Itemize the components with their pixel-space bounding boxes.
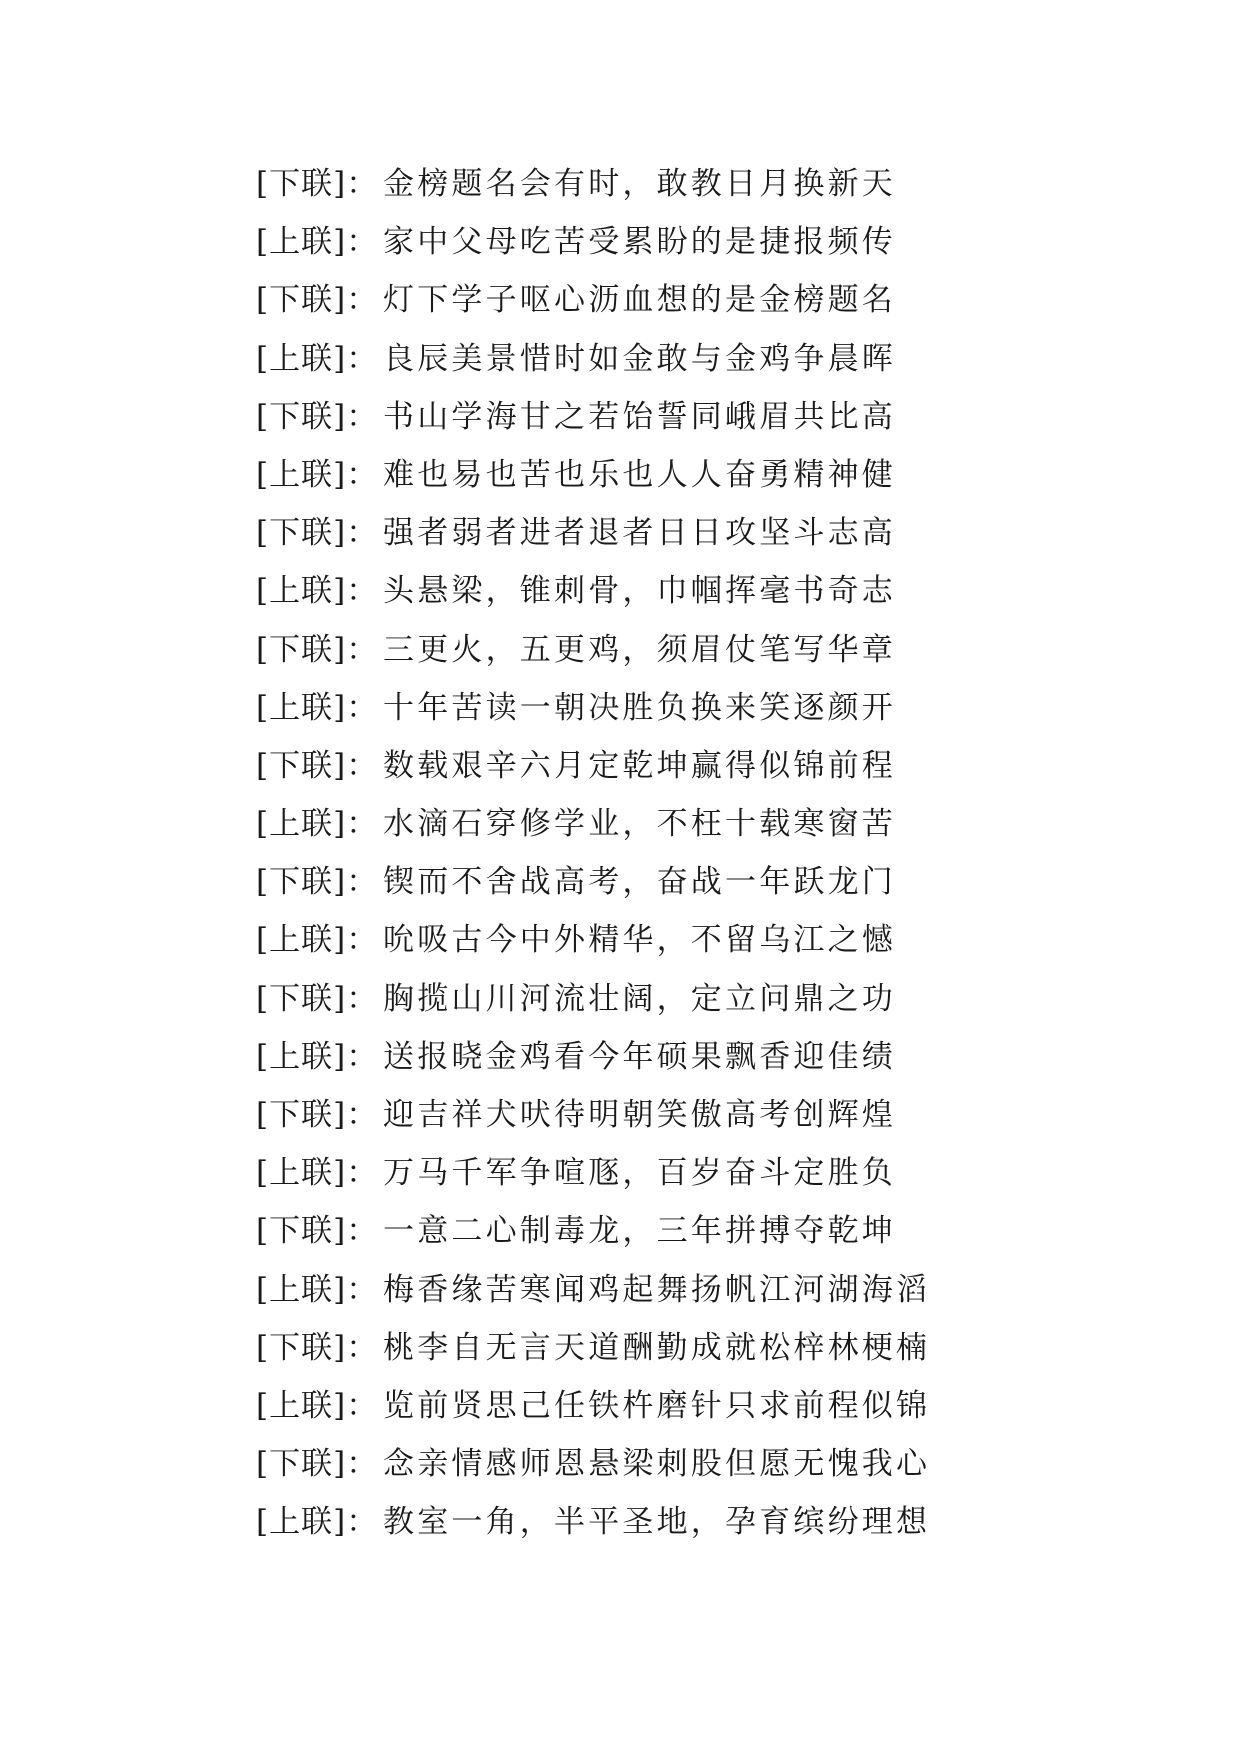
couplet-tag: [上联]： [256, 1387, 379, 1424]
couplet-tag: [上联]： [256, 573, 379, 610]
couplet-text: 家中父母吃苦受累盼的是捷报频传 [383, 224, 896, 261]
couplet-text: 锲而不舍战高考，奋战一年跃龙门 [383, 864, 896, 901]
couplet-tag: [上联]： [256, 1038, 379, 1075]
couplet-tag: [下联]： [256, 166, 379, 202]
couplet-line [256, 446, 1196, 504]
couplet-tag: [下联]： [256, 864, 379, 901]
couplet-text: 念亲情感师恩悬梁刺股但愿无愧我心 [383, 1446, 931, 1483]
couplet-text: 教室一角，半平圣地，孕育缤纷理想 [383, 1504, 931, 1541]
couplet-tag: [上联]： [256, 1504, 379, 1541]
couplet-text: 三更火，五更鸡，须眉仗笔写华章 [383, 631, 896, 668]
couplet-tag: [上联]： [256, 340, 379, 377]
couplet-tag: [上联]： [256, 922, 379, 959]
couplet-text: 难也易也苦也乐也人人奋勇精神健 [383, 456, 896, 493]
couplet-text: 胸揽山川河流壮阔，定立问鼎之功 [383, 980, 896, 1017]
couplet-line [256, 504, 1196, 562]
couplet-tag: [下联]： [256, 515, 379, 552]
couplet-line [256, 1086, 1196, 1144]
couplet-tag: [下联]： [256, 1446, 379, 1483]
couplet-text: 良辰美景惜时如金敢与金鸡争晨晖 [383, 340, 896, 377]
couplet-tag: [下联]： [256, 631, 379, 668]
couplet-text: 万马千军争喧豗，百岁奋斗定胜负 [383, 1155, 896, 1192]
couplet-line [256, 388, 1196, 446]
couplet-tag: [下联]： [256, 282, 379, 319]
couplet-text: 一意二心制毒龙，三年拼搏夺乾坤 [383, 1213, 896, 1250]
couplet-tag: [下联]： [256, 1213, 379, 1250]
couplet-line [256, 1319, 1196, 1377]
couplet-line [256, 970, 1196, 1028]
couplet-line [256, 911, 1196, 969]
couplet-text: 吮吸古今中外精华，不留乌江之憾 [383, 922, 896, 959]
couplet-line [256, 1261, 1196, 1319]
couplet-tag: [上联]： [256, 1155, 379, 1192]
couplet-line [256, 1377, 1196, 1435]
couplet-tag: [下联]： [256, 1329, 379, 1366]
couplet-line [256, 795, 1196, 853]
couplet-line [256, 1435, 1196, 1493]
couplet-line [256, 562, 1196, 620]
couplet-text: 头悬梁，锥刺骨，巾帼挥毫书奇志 [383, 573, 896, 610]
couplet-tag: [上联]： [256, 456, 379, 493]
couplet-tag: [下联]： [256, 980, 379, 1017]
couplet-text: 送报晓金鸡看今年硕果飘香迎佳绩 [383, 1038, 896, 1075]
couplet-text: 水滴石穿修学业，不枉十载寒窗苦 [383, 806, 896, 843]
couplet-line [256, 271, 1196, 329]
couplet-line [256, 621, 1196, 679]
couplet-line [256, 1202, 1196, 1260]
couplet-text: 书山学海甘之若饴誓同峨眉共比高 [383, 398, 896, 435]
couplet-tag: [上联]： [256, 689, 379, 726]
couplet-line [256, 679, 1196, 737]
couplet-text: 览前贤思己任铁杵磨针只求前程似锦 [383, 1387, 931, 1424]
couplet-line [256, 1144, 1196, 1202]
couplet-line [256, 155, 1196, 213]
couplet-line [256, 330, 1196, 388]
couplet-line [256, 737, 1196, 795]
couplet-tag: [下联]： [256, 1097, 379, 1133]
couplet-text: 梅香缘苦寒闻鸡起舞扬帆江河湖海滔 [383, 1271, 931, 1308]
couplet-text: 迎吉祥犬吠待明朝笑傲高考创辉煌 [383, 1097, 896, 1133]
couplet-list [256, 155, 1196, 1552]
couplet-tag: [上联]： [256, 224, 379, 261]
couplet-text: 数载艰辛六月定乾坤赢得似锦前程 [383, 747, 896, 784]
couplet-tag: [上联]： [256, 1271, 379, 1308]
couplet-tag: [下联]： [256, 398, 379, 435]
couplet-line [256, 213, 1196, 271]
couplet-line [256, 1028, 1196, 1086]
couplet-line [256, 1493, 1196, 1551]
couplet-text: 强者弱者进者退者日日攻坚斗志高 [383, 515, 896, 552]
couplet-text: 灯下学子呕心沥血想的是金榜题名 [383, 282, 896, 319]
couplet-text: 十年苦读一朝决胜负换来笑逐颜开 [383, 689, 896, 726]
couplet-line [256, 853, 1196, 911]
couplet-tag: [下联]： [256, 747, 379, 784]
couplet-text: 金榜题名会有时，敢教日月换新天 [383, 166, 896, 202]
couplet-text: 桃李自无言天道酬勤成就松梓林梗楠 [383, 1329, 931, 1366]
couplet-tag: [上联]： [256, 806, 379, 843]
